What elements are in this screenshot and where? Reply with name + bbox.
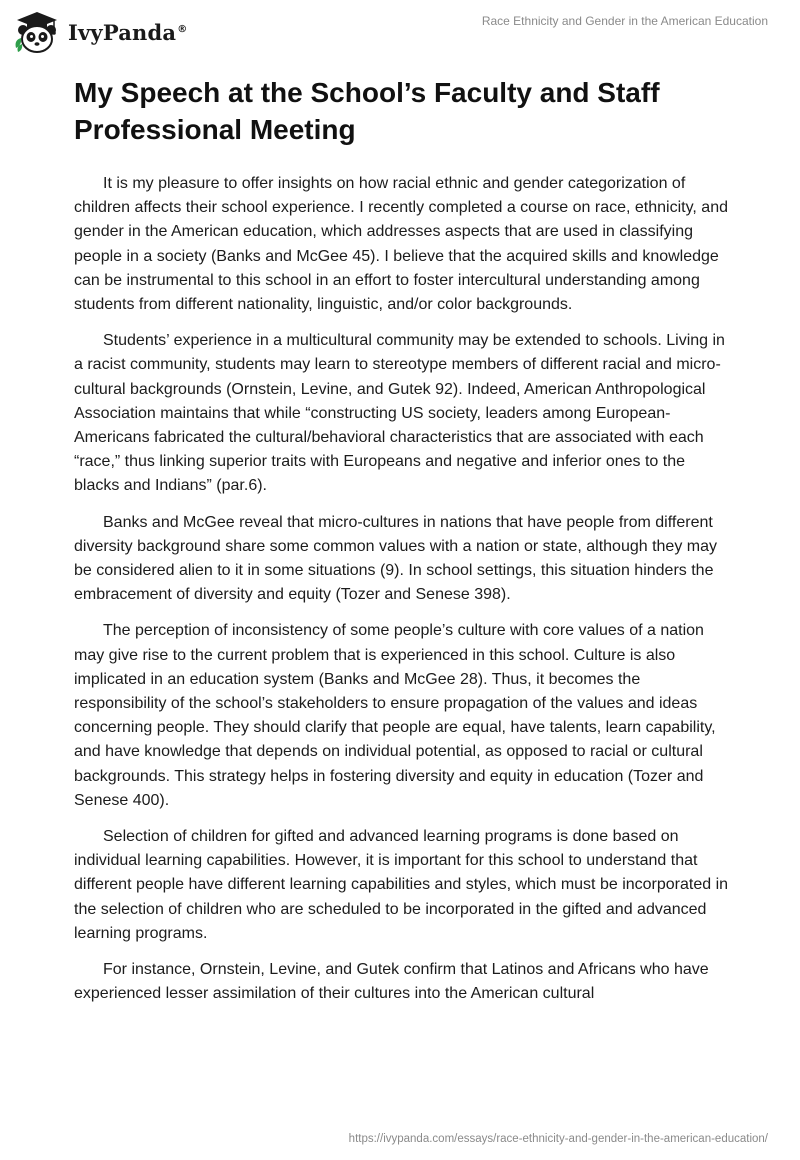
essay-body	[74, 172, 732, 1019]
paragraph: Selection of children for gifted and advanced learning programs is done based on individual learning capabilities. However, it is important for this school to understand that different people have different learning capabilities and styles, which must be incorporated in the selection of children who are scheduled to be incorporated in the gifted and advanced learning programs.	[74, 828, 729, 942]
panda-logo-icon	[12, 10, 62, 54]
page-title: My Speech at the School’s Faculty and Staff Professional Meeting	[74, 77, 660, 145]
paragraph: The perception of inconsistency of some people’s culture with core values of a nation may give rise to the current problem that is experienced in this school. Culture is also implicated in an education system (Banks and McGee 28). Thus, it becomes the responsibility of the school’s stakeholders to ensure propagation of the values and ideas concerning people. They should clarify that people are equal, have talents, learn capability, and have knowledge that depends on individual potential, as opposed to racial or cultural backgrounds. This strategy helps in fostering diversity and equity in education (Tozer and Senese 400).	[74, 622, 716, 809]
ivypanda-logo[interactable]	[12, 10, 187, 54]
paragraph: It is my pleasure to offer insights on how racial ethnic and gender categorization of children affects their school experience. I recently completed a course on race, ethnicity, and gender in the American education, which addresses aspects that are used in classifying people in a society (Banks and McGee 45). I believe that the acquired skills and knowledge can be instrumental to this school in an effort to foster intercultural understanding among students from different nationality, linguistic, and/or color backgrounds.	[74, 175, 728, 314]
paragraph: Banks and McGee reveal that micro-cultures in nations that have people from different diversity background share some common values with a nation or state, although they may be considered alien to it in some situations (9). In school settings, this situation hinders the embracement of diversity and equity (Tozer and Senese 398).	[74, 513, 717, 604]
paragraph: For instance, Ornstein, Levine, and Gutek confirm that Latinos and Africans who have experienced lesser assimilation of their cultures into the American cultural	[74, 961, 709, 1003]
paragraph: Students’ experience in a multicultural community may be extended to schools. Living in a racist community, students may learn to stereotype members of different racial and micro-cultural backgrounds (Ornstein, Levine, and Gutek 92). Indeed, American Anthropological Association maintains that while “constructing US society, leaders among European-Americans fabricated the cultural/behavioral characteristics that are associated with each “race,” thus linking superior traits with Europeans and negative and inferior ones to the blacks and Indians” (par.6).	[74, 332, 725, 495]
page-header	[0, 0, 800, 60]
source-url-link[interactable]: https://ivypanda.com/essays/race-ethnicity-and-gender-in-the-american-education/	[348, 1133, 768, 1145]
logo-wordmark: IvyPanda®	[68, 19, 188, 45]
running-title: Race Ethnicity and Gender in the American Education	[481, 14, 768, 28]
